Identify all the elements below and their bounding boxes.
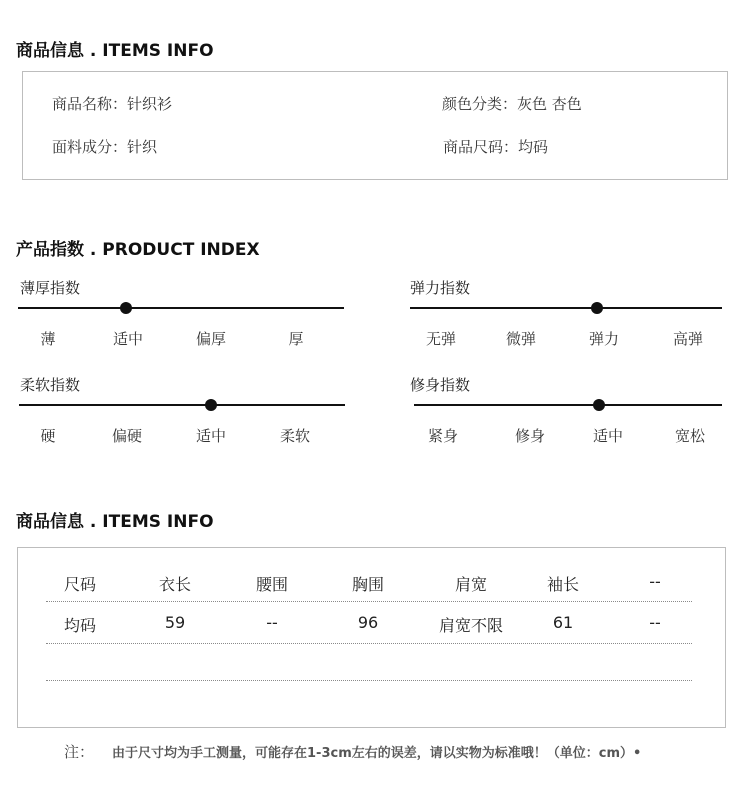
thickness-index-title: 薄厚指数 bbox=[20, 279, 81, 297]
note-label: 注： bbox=[64, 743, 95, 761]
thickness-option: 厚 bbox=[288, 330, 304, 348]
elasticity-option: 微弹 bbox=[505, 330, 537, 348]
product-size: 商品尺码：均码 bbox=[443, 138, 549, 156]
elasticity-scale-line bbox=[410, 307, 722, 309]
row-divider bbox=[46, 601, 692, 602]
color-category: 颜色分类：灰色 杏色 bbox=[442, 95, 582, 113]
product-index-title: 产品指数 . PRODUCT INDEX bbox=[16, 240, 260, 260]
header-waist: 腰围 bbox=[255, 575, 289, 594]
softness-option: 适中 bbox=[195, 427, 227, 445]
cell-length: 59 bbox=[164, 613, 186, 632]
fit-option: 宽松 bbox=[674, 427, 706, 445]
cell-shoulder: 肩宽不限 bbox=[438, 616, 504, 635]
header-size: 尺码 bbox=[63, 575, 97, 594]
softness-option: 硬 bbox=[40, 427, 56, 445]
elasticity-option: 弹力 bbox=[588, 330, 620, 348]
header-sleeve: 袖长 bbox=[546, 575, 580, 594]
cell-extra: -- bbox=[649, 613, 661, 632]
thickness-option: 偏厚 bbox=[195, 330, 227, 348]
header-length: 衣长 bbox=[158, 575, 192, 594]
thickness-option: 适中 bbox=[112, 330, 144, 348]
elasticity-option: 无弹 bbox=[425, 330, 457, 348]
fit-marker bbox=[593, 399, 605, 411]
fit-index-title: 修身指数 bbox=[410, 376, 471, 394]
size-info-title: 商品信息 . ITEMS INFO bbox=[16, 512, 214, 532]
note-text: 由于尺寸均为手工测量，可能存在1-3cm左右的误差，请以实物为标准哦！（单位：cm）• bbox=[112, 746, 642, 761]
header-chest: 胸围 bbox=[351, 575, 385, 594]
header-shoulder: 肩宽 bbox=[454, 575, 488, 594]
softness-option: 柔软 bbox=[279, 427, 311, 445]
fit-option: 修身 bbox=[514, 427, 546, 445]
elasticity-option: 高弹 bbox=[672, 330, 704, 348]
items-info-title: 商品信息 . ITEMS INFO bbox=[16, 41, 214, 61]
fit-scale-line bbox=[414, 404, 722, 406]
softness-option: 偏硬 bbox=[111, 427, 143, 445]
header-extra: -- bbox=[649, 572, 661, 591]
cell-waist: -- bbox=[266, 613, 278, 632]
row-divider bbox=[46, 680, 692, 681]
softness-marker bbox=[205, 399, 217, 411]
softness-scale-line bbox=[19, 404, 345, 406]
thickness-marker bbox=[120, 302, 132, 314]
elasticity-index-title: 弹力指数 bbox=[410, 279, 471, 297]
row-divider bbox=[46, 643, 692, 644]
softness-index-title: 柔软指数 bbox=[20, 376, 81, 394]
product-name: 商品名称：针织衫 bbox=[52, 95, 173, 113]
fabric-composition: 面料成分：针织 bbox=[52, 138, 158, 156]
fit-option: 紧身 bbox=[427, 427, 459, 445]
thickness-option: 薄 bbox=[40, 330, 56, 348]
items-info-box bbox=[22, 71, 728, 180]
fit-option: 适中 bbox=[592, 427, 624, 445]
cell-sleeve: 61 bbox=[552, 613, 574, 632]
thickness-scale-line bbox=[18, 307, 344, 309]
cell-chest: 96 bbox=[357, 613, 379, 632]
elasticity-marker bbox=[591, 302, 603, 314]
cell-size: 均码 bbox=[63, 616, 97, 635]
